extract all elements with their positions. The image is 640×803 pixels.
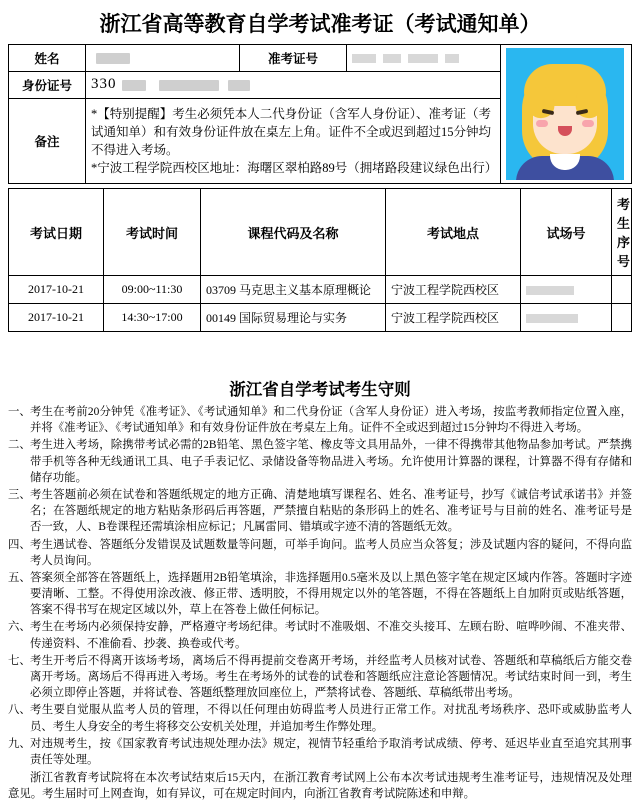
- rule-item: [8, 487, 632, 536]
- rule-item: [8, 570, 632, 619]
- table-row: [9, 45, 632, 72]
- rule-number: 五、: [8, 571, 31, 584]
- candidate-info-table: [8, 44, 632, 184]
- row1-code: 00149: [206, 311, 236, 325]
- col-room: 试场号: [521, 189, 612, 276]
- rule-number: 四、: [8, 538, 31, 551]
- table-header-row: [9, 189, 632, 276]
- row0-course-name: 马克思主义基本原理概论: [239, 283, 372, 297]
- row0-code: 03709: [206, 283, 236, 297]
- col-seq: 考生序号: [612, 189, 632, 276]
- redacted-name: [96, 53, 130, 64]
- rule-text: 考生进入考场，除携带考试必需的2B铅笔、黑色签字笔、橡皮等文具用品外，一律不得携带其他物品参加考试。严禁携带手机等各种无线通讯工具、电子手表记忆、录储设备等物品进入考场。允许使用计算器的课程，计算器不得有存储和储存功能。: [30, 439, 632, 484]
- col-time: 考试时间: [104, 189, 201, 276]
- table-row: [9, 304, 632, 332]
- rule-item: [8, 702, 632, 734]
- row0-time: 09:00~11:30: [104, 276, 201, 304]
- row1-course: [201, 304, 386, 332]
- rule-item: [8, 619, 632, 651]
- rules-tail: 浙江省教育考试院将在本次考试结束后15天内，在浙江教育考试网上公布本次考试违规考生准考证号，违规情况及处理意见。考生届时可上网查询，如有异议，可在规定时间内，向浙江省教育考试院陈述和申辩。: [8, 772, 632, 801]
- remark-label: 备注: [9, 98, 86, 183]
- rule-number: 七、: [8, 654, 31, 667]
- ticket-value: [347, 45, 501, 72]
- rule-text: 答案须全部答在答题纸上，选择题用2B铅笔填涂，非选择题用0.5毫米及以上黑色签字笔在规定区域内作答。答题时字迹要清晰、工整。不得使用涂改液、修正带、透明胶，不得用规定以外的笔答题，不得在答题纸上自加附页或贴纸答题，答案不得书写在规定区域以外，草上在答卷上做任何标记。: [30, 571, 632, 617]
- rule-number: 九、: [8, 737, 31, 750]
- id-value: 330: [86, 71, 501, 98]
- remark-line-1: *【特别提醒】考生必须凭本人二代身份证（含军人身份证）、准考证（考试通知单）和有效身份证件放在桌左上角。证件不全或迟到超过15分钟均不得进入考场。: [91, 106, 492, 157]
- remark-value: [86, 98, 501, 183]
- col-course: 课程代码及名称: [201, 189, 386, 276]
- rule-item: [8, 537, 632, 569]
- row0-date: 2017-10-21: [9, 276, 104, 304]
- rules-list: [8, 404, 632, 803]
- rule-text: 考生遇试卷、答题纸分发错误及试题数量等问题，可举手询问。监考人员应当众答复；涉及试题内容的疑问，不得向监考人员询问。: [30, 538, 632, 567]
- rule-text: 考生在考前20分钟凭《准考证》、《考试通知单》和二代身份证（含军人身份证）进入考场，按监考教师指定位置入座，并将《准考证》、《考试通知单》和有效身份证件放在考桌左上角。证件不全或迟到超过15分钟均不得进入考场。: [30, 406, 632, 435]
- rule-text: 对违规考生，按《国家教育考试违规处理办法》规定，视情节轻重给予取消考试成绩、停考、延迟毕业直至追究其刑事责任等处理。: [30, 737, 632, 766]
- row1-seq: [612, 304, 632, 332]
- rule-item: [8, 437, 632, 486]
- rule-item: [8, 736, 632, 768]
- row1-place: 宁波工程学院西校区: [386, 304, 521, 332]
- rule-number: 八、: [8, 704, 31, 717]
- rule-text: 考生开考后不得离开该场考场，离场后不得再提前交卷离开考场，并经监考人员核对试卷、答题纸和草稿纸后方能交卷离开考场。离场后不得再进入考场。考生在考场外的试卷的试卷和答题纸应注意论答题情况。考试结束时间一到，考生必须立即停止答题，并将试卷、答题纸整理放回座位上，严禁将试卷、答题纸、草稿纸带出考场。: [30, 654, 632, 700]
- row0-place: 宁波工程学院西校区: [386, 276, 521, 304]
- remark-line-2: *宁波工程学院西校区地址：海曙区翠柏路89号（拥堵路段建议绿色出行）: [91, 160, 498, 175]
- row1-course-name: 国际贸易理论与实务: [239, 311, 348, 325]
- rule-text: 考生要自觉服从监考人员的管理，不得以任何理由妨碍监考人员进行正常工作。对扰乱考场秩序、恐吓或威胁监考人员、考生人身安全的考生将移交公安机关处理，并追加考生作弊处理。: [30, 704, 632, 733]
- row0-room: [521, 276, 612, 304]
- id-label: 身份证号: [9, 71, 86, 98]
- photo-frame: [506, 48, 624, 180]
- rule-item: [8, 404, 632, 436]
- ticket-label: 准考证号: [240, 45, 347, 72]
- rule-number: 一、: [8, 406, 31, 418]
- name-value: [86, 45, 240, 72]
- rule-text: 考生答题前必须在试卷和答题纸规定的地方正确、清楚地填写课程名、姓名、准考证号，抄写《诚信考试承诺书》并签名；在答题纸规定的地方粘贴条形码后再答题，严禁擅自粘贴的条形码上的姓名、准考证号与目前的姓名、准考证号是否一致，人、B卷课程还需填涂相应标记；凡属雷同、错填或字迹不清的答题纸无效。: [30, 488, 632, 534]
- col-place: 考试地点: [386, 189, 521, 276]
- row1-date: 2017-10-21: [9, 304, 104, 332]
- row0-course: [201, 276, 386, 304]
- name-label: 姓名: [9, 45, 86, 72]
- candidate-photo: [501, 45, 632, 184]
- row1-time: 14:30~17:00: [104, 304, 201, 332]
- table-row: [9, 276, 632, 304]
- rule-item: [8, 653, 632, 702]
- rule-text: 考生在考场内必须保持安静，严格遵守考场纪律。考试时不准吸烟、不准交头接耳、左顾右盼、喧哗吵闹、不准夹带、传递资料、不准偷看、抄袭、换卷或代考。: [30, 621, 632, 650]
- row1-room: [521, 304, 612, 332]
- exam-schedule-table: [8, 188, 632, 332]
- rules-title: 浙江省自学考试考生守则: [229, 380, 411, 399]
- rule-number: 三、: [8, 488, 31, 501]
- col-date: 考试日期: [9, 189, 104, 276]
- rule-number: 六、: [8, 621, 31, 634]
- row0-seq: [612, 276, 632, 304]
- page-title: 浙江省高等教育自学考试准考证（考试通知单）: [99, 12, 541, 36]
- rule-number: 二、: [8, 439, 31, 452]
